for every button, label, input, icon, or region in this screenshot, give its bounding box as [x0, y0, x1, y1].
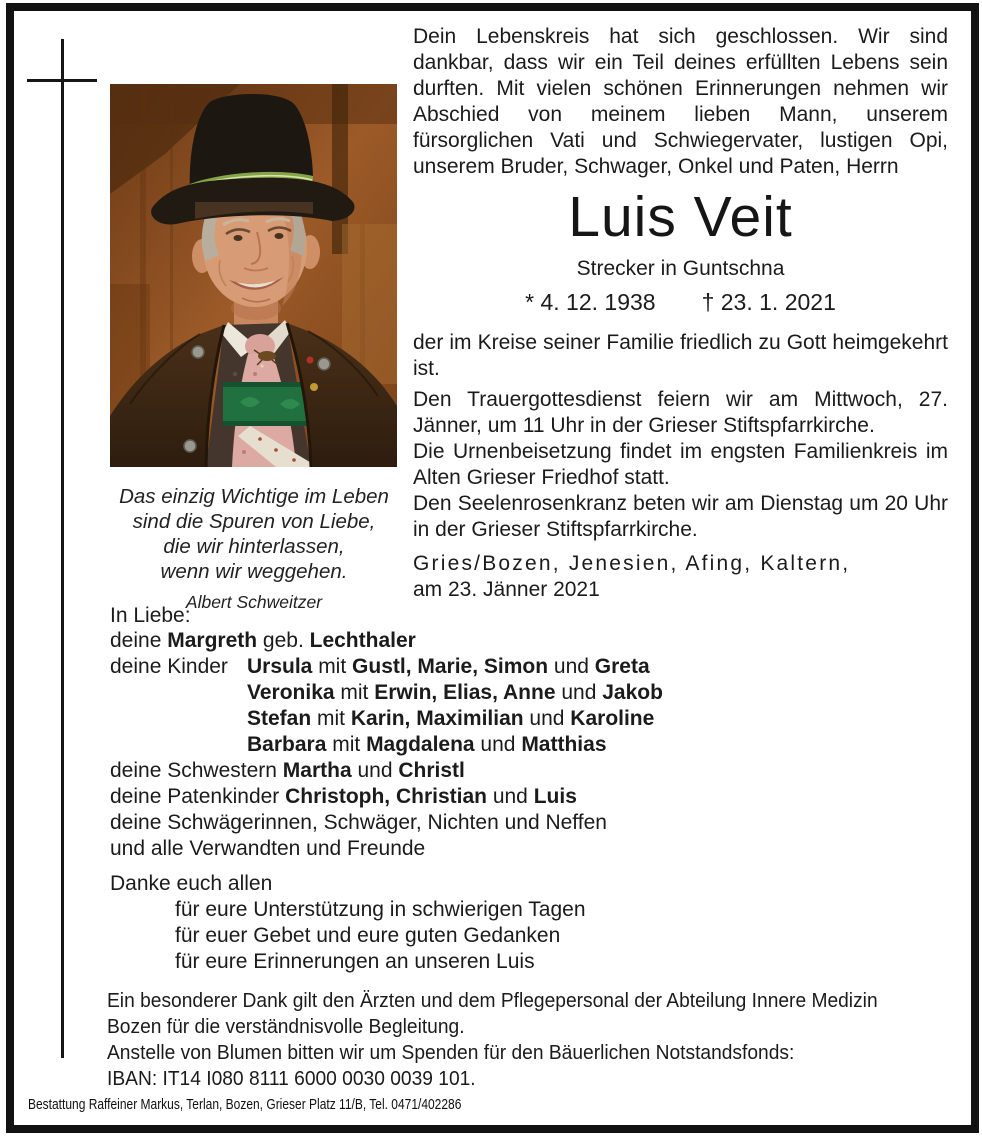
thanks-line: für eure Unterstützung in schwierigen Tagen [175, 898, 586, 921]
thanks-heading: Danke euch allen [110, 872, 273, 895]
announcement-date-line: am 23. Jänner 2021 [413, 578, 600, 601]
family-row-children [110, 680, 950, 706]
special-thanks-section [107, 988, 982, 1092]
special-thanks-line: Bozen für die verständnisvolle Begleitung. [107, 1016, 465, 1038]
family-row-relatives: und alle Verwandten und Freunde [110, 837, 426, 860]
rosary-paragraph: Den Seelenrosenkranz beten wir am Dienstag um 20 Uhr in der Grieser Stiftspfarrkirche. [413, 492, 948, 541]
portrait-illustration [110, 84, 397, 467]
urn-burial-paragraph: Die Urnenbeisetzung findet im engsten Familienkreis im Alten Grieser Friedhof statt. [413, 440, 948, 489]
intro-paragraph: Dein Lebenskreis hat sich geschlossen. Wir sind dankbar, dass wir ein Teil deines erfüllten Lebens sein durften. Mit vielen schönen Erinnerungen nehmen wir Abschied von meinem lieben Mann, unserem fürsorglichen Vati und Schwiegervater, lustigen Opi, unserem Bruder, Schwager, Onkel und Paten, Herrn [413, 25, 948, 178]
funeral-service-paragraph: Den Trauergottesdienst feiern wir am Mittwoch, 27. Jänner, um 11 Uhr in der Grieser Stiftspfarrkirche. [413, 388, 948, 437]
family-row-children [110, 654, 950, 680]
quote-line: sind die Spuren von Liebe, [132, 510, 376, 533]
quote-line: die wir hinterlassen, [163, 535, 345, 558]
children-names: Ursula mit Gustl, Marie, Simon und Greta [247, 655, 650, 678]
birth-date: * 4. 12. 1938 [525, 289, 656, 315]
passing-paragraph: der im Kreise seiner Familie friedlich zu Gott heimgekehrt ist. [413, 331, 948, 380]
life-dates [413, 289, 948, 316]
quote-line: Das einzig Wichtige im Leben [119, 485, 389, 508]
family-row-sisters: deine Schwestern Martha und Christl [110, 759, 465, 782]
donation-request-line: Anstelle von Blumen bitten wir um Spenden für den Bäuerlichen Notstandsfonds: [107, 1042, 795, 1064]
family-row-inlaws: deine Schwägerinnen, Schwäger, Nichten und Neffen [110, 811, 607, 834]
family-row-spouse: deine Margreth geb. Lechthaler [110, 629, 416, 652]
thanks-line: für euer Gebet und eure guten Gedanken [175, 924, 561, 947]
deceased-name: Luis Veit [568, 185, 793, 249]
quote-line: wenn wir weggehen. [160, 560, 348, 583]
children-names: Veronika mit Erwin, Elias, Anne und Jakob [247, 681, 663, 704]
family-row-children [110, 706, 950, 732]
funeral-home-footer: Bestattung Raffeiner Markus, Terlan, Bozen, Grieser Platz 11/B, Tel. 0471/402286 [28, 1096, 462, 1113]
children-label: deine Kinder [110, 655, 228, 678]
cross-horizontal-bar [27, 79, 97, 82]
family-row-children [110, 732, 950, 758]
deceased-vulgo-name: Strecker in Guntschna [576, 257, 785, 280]
iban-line: IBAN: IT14 I080 8111 6000 0030 0039 101. [107, 1068, 476, 1090]
children-names: Barbara mit Magdalena und Matthias [247, 733, 607, 756]
cross-vertical-bar [61, 39, 64, 1058]
places-line: Gries/Bozen, Jenesien, Afing, Kaltern, [413, 552, 851, 575]
family-list [110, 628, 950, 862]
special-thanks-line: Ein besonderer Dank gilt den Ärzten und dem Pflegepersonal der Abteilung Innere Medizin [107, 990, 878, 1012]
death-date: † 23. 1. 2021 [701, 289, 836, 315]
quote-author: Albert Schweitzer [185, 592, 323, 612]
places-and-date [413, 551, 948, 603]
family-heading: In Liebe: [110, 604, 191, 627]
thanks-section [110, 871, 950, 975]
family-row-godchildren: deine Patenkinder Christoph, Christian und Luis [110, 785, 577, 808]
children-names: Stefan mit Karin, Maximilian und Karoline [247, 707, 655, 730]
thanks-line: für eure Erinnerungen an unseren Luis [175, 950, 535, 973]
portrait-photo [110, 84, 397, 467]
memorial-quote [104, 484, 404, 615]
